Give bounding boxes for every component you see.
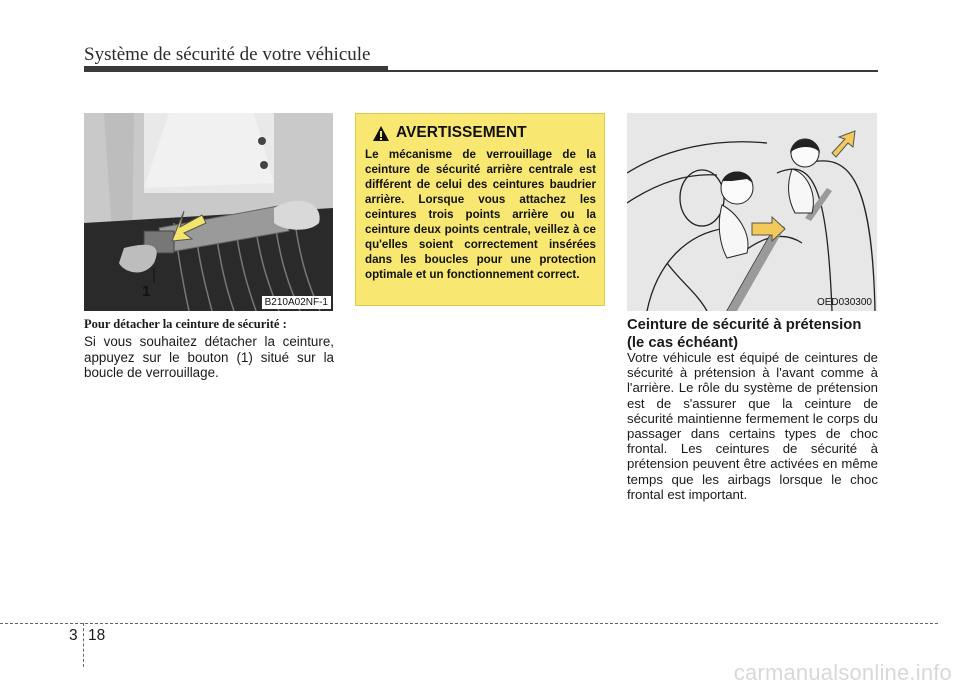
warning-title: AVERTISSEMENT [396, 124, 527, 141]
pretensioner-illustration [627, 113, 877, 311]
footer-rule [0, 623, 938, 624]
callout-number: 1 [142, 283, 151, 300]
caption: Pour détacher la ceinture de sécurité : [84, 317, 287, 331]
footer-divider [83, 623, 84, 667]
watermark: carmanualsonline.info [733, 660, 952, 685]
page-header-title: Système de sécurité de votre véhicule [84, 44, 371, 65]
page-number: 18 [88, 627, 106, 644]
warning-header [372, 122, 596, 144]
car-interior-drawing [627, 113, 877, 311]
body-paragraph: Si vous souhaitez détacher la ceinture, appuyez sur le bouton (1) situé sur la boucle de verrouillage. [84, 334, 334, 381]
warning-triangle-icon [372, 125, 390, 142]
body-paragraph: Votre véhicule est équipé de ceintures de sécurité à prétension à l'avant comme à l'arrière. Le rôle du système de prétension est de s'assurer que la ceinture de sécurité maintienne fermement le corps du passager dans certains types de choc frontal. Les ceintures de sécurité à prétension peuvent être activées en même temps que les airbags lorsque le choc frontal est important. [627, 350, 878, 502]
seatbelt-buckle-photo [84, 113, 333, 311]
seatbelt-buckle-illustration [84, 113, 333, 311]
chapter-number: 3 [69, 627, 78, 644]
section-heading: Ceinture de sécurité à prétension (le cas échéant) [627, 317, 862, 351]
warning-box [355, 113, 605, 306]
header-rule-thick [84, 66, 388, 72]
warning-text: Le mécanisme de verrouillage de la ceinture de sécurité arrière centrale est différent de celui des ceintures baudrier arrière. Lorsque vous attachez les ceintures trois points arrière ou la ceinture deux points centrale, veillez à ce qu'elles soient correctement insérées dans les boucles pour une protection optimale et un fonctionnement correct. [365, 148, 596, 281]
header-rule-thin [388, 70, 878, 72]
image-code: OED030300 [816, 297, 872, 308]
image-code: B210A02NF-1 [262, 296, 331, 309]
